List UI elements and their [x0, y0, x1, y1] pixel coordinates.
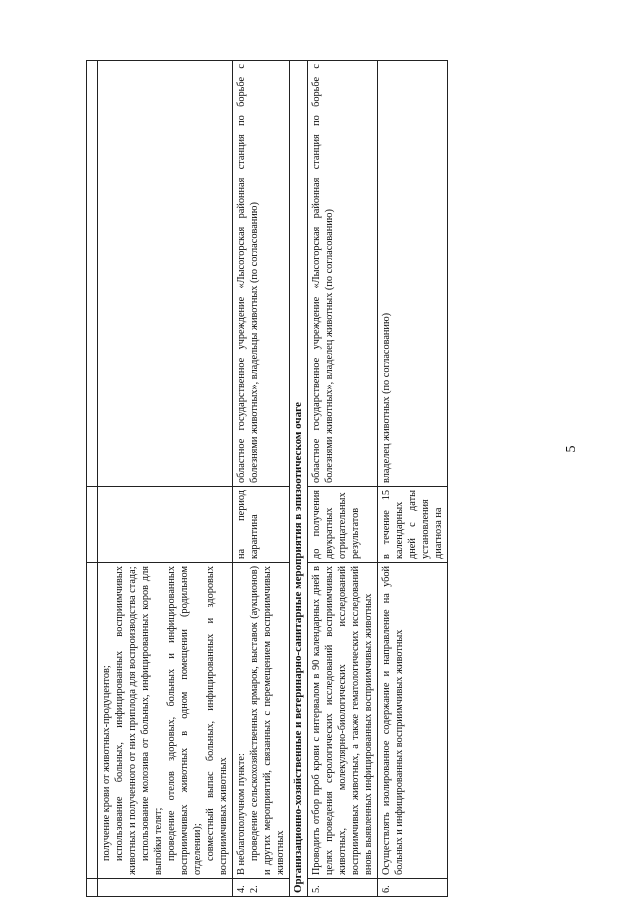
measure-line: проведение сельскохозяйственных ярмарок, выставок (аукционов) и других мероприятий, связанных с перемещением восприимчивых животных [249, 566, 286, 875]
table-row [308, 61, 378, 897]
term-cell: на период карантина [233, 487, 290, 563]
table-row [378, 61, 448, 897]
measure-line: использование больных, инфицированных восприимчивых животных и полученного от них приплода для воспроизводства стада; [114, 566, 138, 875]
cell-empty [87, 61, 98, 487]
term-cell: в течение 15 календарных дней с даты установления диагноза на [378, 487, 448, 563]
measure-cell: Проводить отбор проб крови с интервалом в 90 календарных дней в целях проведения серологических исследований восприимчивых животных, молекулярно-биологических исследований восприимчивых животных, а также гематологических исследований вновь выявленных инфицированных восприимчивых животных [308, 563, 378, 879]
table-row-continuation [98, 61, 233, 897]
measures-table [86, 60, 448, 897]
responsible-cell: владелец животных (по согласованию) [378, 61, 448, 487]
section-title: Организационно-хозяйственные и ветеринарно-санитарные мероприятия в эпизоотическом очаге [290, 61, 308, 897]
responsible-cell: областное государственное учреждение «Лысогорская районная станция по борьбе с болезнями животных», владельцы животных (по согласованию) [233, 61, 290, 487]
cell-empty [87, 879, 98, 897]
responsible-cell: областное государственное учреждение «Лысогорская районная станция по борьбе с болезнями животных», владелец животных (по согласованию) [308, 61, 378, 487]
measure-cell: Осуществлять изолированное содержание и направление на убой больных и инфицированных восприимчивых животных [378, 563, 448, 879]
measure-line: совместный выпас больных, инфицированных и здоровых восприимчивых животных [205, 566, 229, 875]
measure-line: проведение отелов здоровых, больных и инфицированных восприимчивых животных в одном помещении (родильном отделении); [166, 566, 203, 875]
measure-cell [98, 563, 233, 879]
term-cell: до получения двукратных отрицательных результатов [308, 487, 378, 563]
row-number: 5. [308, 879, 378, 897]
measure-line: использование молозива от больных, инфицированных коров для выпойки телят; [140, 566, 164, 875]
page-number: 5 [564, 445, 579, 453]
responsible-cell [98, 61, 233, 487]
cell-empty [87, 487, 98, 563]
measure-title: В неблагополучном пункте: [236, 753, 247, 875]
cell-empty [87, 563, 98, 879]
row-number: 4.2. [233, 879, 290, 897]
table-top-row [87, 61, 98, 897]
row-number: 6. [378, 879, 448, 897]
table-row [233, 61, 290, 897]
measure-line: получение крови от животных-продуцентов; [101, 665, 112, 861]
row-number [98, 879, 233, 897]
term-cell [98, 487, 233, 563]
measure-cell [233, 563, 290, 879]
section-header-row [290, 61, 308, 897]
